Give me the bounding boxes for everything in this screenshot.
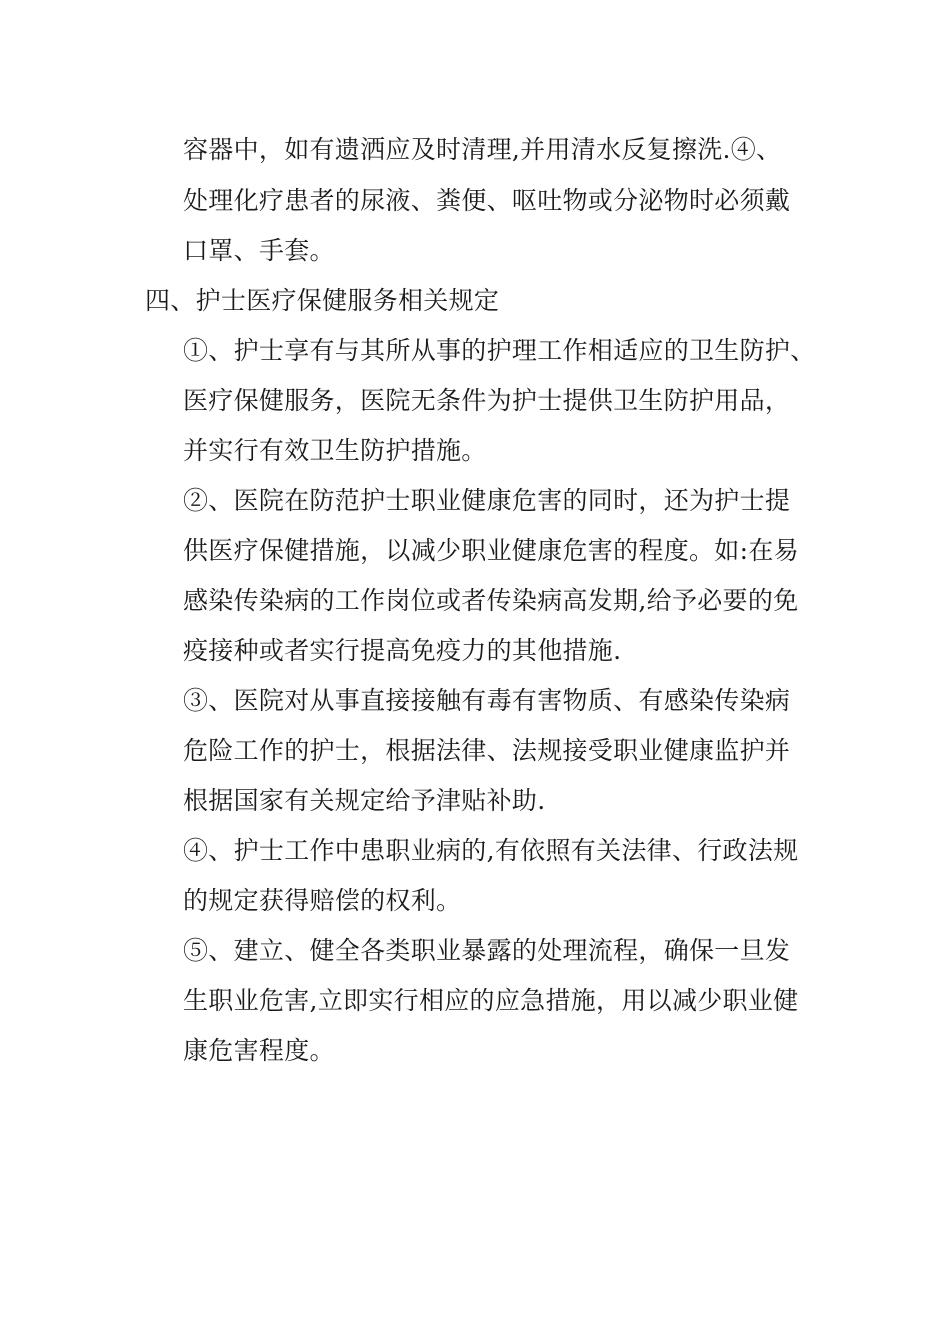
body-text-line: ⑤、建立、健全各类职业暴露的处理流程，确保一旦发 — [183, 936, 791, 965]
body-text-line: ④、护士工作中患职业病的,有依照有关法律、行政法规 — [183, 836, 799, 865]
body-text-line: 的规定获得赔偿的权利。 — [183, 886, 462, 915]
body-text-line: 并实行有效卫生防护措施。 — [183, 436, 487, 465]
body-text-line: 容器中，如有遗洒应及时清理,并用清水反复擦洗.④、 — [183, 135, 782, 164]
body-text-line: 危险工作的护士，根据法律、法规接受职业健康监护并 — [183, 736, 791, 765]
body-text-line: 康危害程度。 — [183, 1036, 335, 1065]
body-text-line: 供医疗保健措施，以减少职业健康危害的程度。如:在易 — [183, 536, 799, 565]
body-text-line: ③、医院对从事直接接触有毒有害物质、有感染传染病 — [183, 686, 791, 715]
body-text-line: 处理化疗患者的尿液、粪便、呕吐物或分泌物时必须戴 — [183, 186, 791, 215]
body-text-line: 口罩、手套。 — [183, 236, 335, 265]
body-text-line: 疫接种或者实行提高免疫力的其他措施. — [183, 636, 622, 665]
body-text-line: 医疗保健服务，医院无条件为护士提供卫生防护用品， — [183, 386, 791, 415]
body-text-line: 感染传染病的工作岗位或者传染病高发期,给予必要的免 — [183, 586, 799, 615]
body-text-line: ②、医院在防范护士职业健康危害的同时，还为护士提 — [183, 486, 791, 515]
body-text-line: ①、护士享有与其所从事的护理工作相适应的卫生防护、 — [183, 336, 816, 365]
body-text-line: 根据国家有关规定给予津贴补助. — [183, 786, 546, 815]
section-heading: 四、护士医疗保健服务相关规定 — [145, 286, 500, 315]
body-text-line: 生职业危害,立即实行相应的应急措施，用以减少职业健 — [183, 986, 799, 1015]
